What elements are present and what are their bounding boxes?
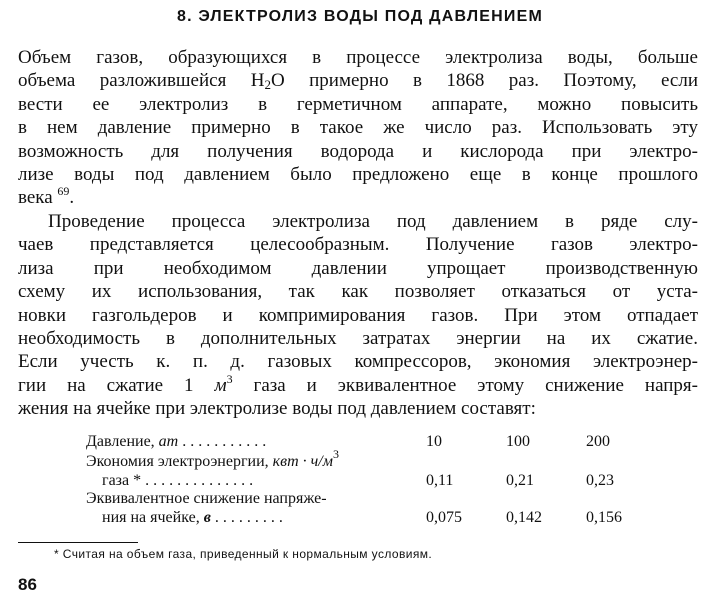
text-line: объема разложившейся $H_2O$ примерно в 1868 раз. Поэтому, если — [18, 70, 698, 93]
paragraph-2 — [18, 210, 698, 421]
row-label: Давление, ат . . . . . . . . . . . — [86, 433, 267, 450]
text-line: новки газгольдеров и компримирования газов. При этом отпадает — [18, 304, 698, 326]
table-cell: 100 — [506, 433, 530, 450]
text-line: в нем давление примерно в такое же число раз. Использовать эту — [18, 117, 698, 139]
row-label: Экономия электроэнергии, квт · $ч/м^3$ — [86, 447, 339, 470]
section-heading: 8. ЭЛЕКТРОЛИЗ ВОДЫ ПОД ДАВЛЕНИЕМ — [176, 8, 544, 25]
table-cell: 0,075 — [426, 509, 462, 526]
text-line: необходимость в дополнительных затратах энергии на их сжатие. — [18, 328, 698, 350]
row-label: газа * . . . . . . . . . . . . . . — [102, 472, 254, 489]
text-line: лизе воды под давлением было предложено еще в конце прошлого — [18, 164, 698, 186]
text-line: Проведение процесса электролиза под давлением в ряде слу- — [48, 211, 698, 232]
table-cell: 0,142 — [506, 509, 542, 526]
text-line: возможность для получения водорода и кислорода при электро- — [18, 140, 698, 162]
text-line: вести ее электролиз в герметичном аппарате, можно повысить — [18, 93, 698, 115]
table-cell: 200 — [586, 433, 610, 450]
text-line: лиза при необходимом давлении упрощает производственную — [18, 257, 698, 279]
row-label: ния на ячейке, в . . . . . . . . . — [102, 509, 283, 526]
row-label: Эквивалентное снижение напряже- — [86, 490, 327, 507]
footnote-divider — [18, 542, 138, 543]
text-line: гии на сжатие 1 $м^3$ газа и эквивалентное этому снижение напря- — [18, 371, 699, 396]
text-line: схему их использования, так как позволяет отказаться от уста- — [18, 281, 698, 303]
text-line: Если учесть к. п. д. газовых компрессоров, экономия электроэнер- — [18, 351, 698, 373]
text-line: Объем газов, образующихся в процессе электролиза воды, больше — [18, 47, 698, 68]
table-cell: 0,23 — [586, 472, 614, 489]
table-cell: 0,11 — [426, 472, 454, 489]
page-number: 86 — [18, 575, 37, 594]
footnote-ref: 69 — [57, 184, 70, 199]
table-cell: 10 — [426, 433, 442, 450]
table-cell: 0,156 — [586, 509, 622, 526]
text-line: жения на ячейке при электролизе воды под давлением составят: — [18, 398, 536, 420]
text-line: века $^{69}$. — [18, 184, 75, 209]
footnote: * Считая на объем газа, приведенный к нормальным условиям. — [54, 547, 433, 561]
paragraph-1 — [18, 46, 698, 210]
table-cell: 0,21 — [506, 472, 534, 489]
text-line: чаев представляется целесообразным. Получение газов электро- — [18, 234, 698, 256]
